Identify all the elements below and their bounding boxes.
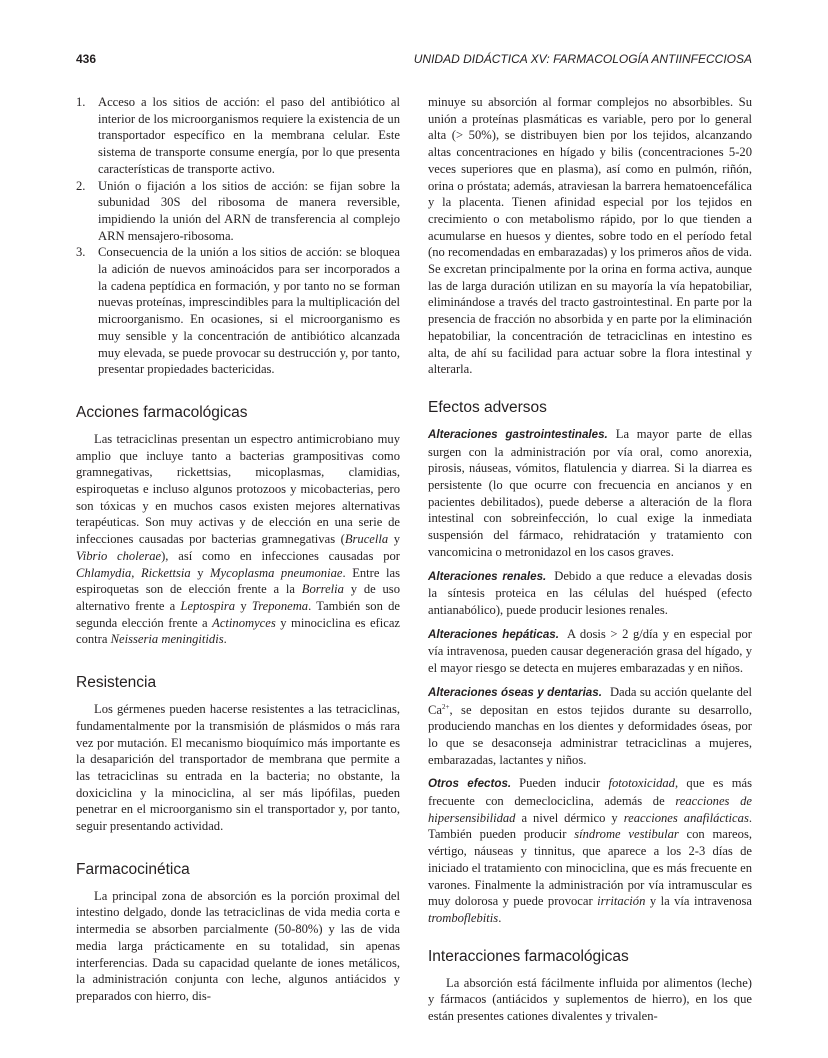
gastro-paragraph: Alteraciones gastrointestinales. La mayor parte de ellas surgen con la administración por vía oral, como anorexia, pirosis, náuseas, vómitos, flatulencia y diarrea. Si la diarrea es persistente (lo que ocurre con frecuencia en ancianos y en pacientes debilitados), puede deberse a alteración de la flora intestinal con sobreinfección, lo cual exige la inmediata suspensión del fármaco, rehidratación y tratamiento con vancomicina o metronidazol en los casos graves. bbox=[428, 426, 752, 559]
oseas-paragraph: Alteraciones óseas y dentarias. Dada su acción quelante del $Ca^{2+}$, se depositan en estos tejidos durante su desarrollo, produciendo manchas en los dientes y deformidades óseas, por lo que se desaconseja administrar tetraciclinas a mujeres, embarazadas, lactantes y niños. bbox=[428, 684, 752, 767]
otros-paragraph: Otros efectos. Pueden inducir fototoxicidad, que es más frecuente con demeclociclina, además de reacciones de hipersensibilidad a nivel dérmico y reacciones anafilácticas. También pueden producir síndrome vestibular con mareos, vértigo, náuseas y tinnitus, que aparece a los 2-3 días de iniciado el tratamiento con minociclina, que es más frecuente en varones. Finalmente la administración por vía intramuscular es muy dolorosa y puede provocar irritación y la vía intravenosa tromboflebitis. bbox=[428, 776, 752, 925]
list-item bbox=[76, 244, 400, 378]
section-heading-efectos: Efectos adversos bbox=[428, 398, 547, 416]
farmacocinetica-continuation: minuye su absorción al formar complejos no absorbibles. Su unión a proteínas plasmáticas es variable, pero por lo general alta (> 50%), se distribuyen bien por los tejidos, alcanzando altas concentraciones en hígado y bilis (concentraciones 5-20 veces superiores que en plasma), así como en pulmón, riñón, orina o próstata; además, atraviesan la barrera hematoencefálica y la placenta. Tienen afinidad especial por los tejidos en crecimiento o con metabolismo rápido, por lo que tienden a acumularse en huesos y dientes, sobre todo en el período fetal (no recomendadas en embarazadas) y los primeros años de vida. Se excretan principalmente por la orina en forma activa, aunque las de larga duración utilizan en su mayoría la vía hepatobiliar, eliminándose a través del tracto gastrointestinal. En parte por la presencia de fracción no absorbida y en parte por la eliminación hepatobiliar, la concentración de tetraciclinas en intestino es alta, de ahí su facilidad para actuar sobre la flora intestinal y alterarla. bbox=[428, 95, 752, 377]
acciones-paragraph: Las tetraciclinas presentan un espectro antimicrobiano muy amplio que incluye tanto a bacterias grampositivas como gramnegativas, rickettsias, micoplasmas, clamidias, espiroquetas e incluso algunos protozoos y micobacterias, pero son tóxicas y en muchos casos existen mejores alternativas terapéuticas. Son muy activas y de elección en una serie de infecciones causadas por bacterias gramnegativas (Brucella y Vibrio cholerae), así como en infecciones causadas por Chlamydia, Rickettsia y Mycoplasma pneumoniae. Entre las espiroquetas son de elección frente a la Borrelia y de uso alternativo frente a Leptospira y Treponema. También son de segunda elección frente a Actinomyces y minociclina es eficaz contra Neisseria meningitidis. bbox=[76, 431, 401, 647]
list-text: Consecuencia de la unión a los sitios de acción: se bloquea la adición de nuevos aminoácidos para ser incorporados a la cadena peptídica en formación, y por tanto no se forman nuevas proteínas, imprescindibles para la multiplicación del microorganismo. En ocasiones, si el microorganismo es muy sensible y la concentración de antibiótico alcanzada muy elevada, se puede provocar su destrucción y, por tanto, presentar propiedades bactericidas. bbox=[98, 245, 400, 377]
page-number: 436 bbox=[76, 52, 97, 66]
list-number: 3. bbox=[76, 245, 86, 260]
hepatic-paragraph: Alteraciones hepáticas. A dosis > 2 g/día y en especial por vía intravenosa, pueden causar degeneración grasa del hígado, y el mayor riesgo se detecta en mujeres embarazadas y en niños. bbox=[428, 626, 752, 676]
resistencia-paragraph: Los gérmenes pueden hacerse resistentes a las tetraciclinas, fundamentalmente por la transmisión de plásmidos o más rara vez por mutación. El mecanismo bioquímico más importante es la desaparición del transportador de membrana que permite a las tetraciclinas su entrada en la bacteria; no obstante, la doxiciclina y la minociclina, al ser más lipófilas, pueden penetrar en el microorganismo sin el transportador y, por tanto, seguir presentando actividad. bbox=[76, 702, 400, 834]
list-text: Acceso a los sitios de acción: el paso del antibiótico al interior de los microorganismos requiere la existencia de un transportador específico en la membrana celular. Este sistema de transporte consume energía, por lo que presenta características de transporte activo. bbox=[98, 95, 400, 176]
list-number: 2. bbox=[76, 178, 86, 193]
list-number: 1. bbox=[76, 95, 86, 109]
page-header bbox=[76, 52, 752, 70]
right-column bbox=[428, 94, 752, 1025]
list-item bbox=[76, 94, 400, 178]
section-heading-resistencia: Resistencia bbox=[76, 674, 157, 692]
runin-heading: Alteraciones óseas y dentarias. bbox=[428, 685, 602, 699]
left-column bbox=[76, 94, 400, 1005]
farmacocinetica-paragraph: La principal zona de absorción es la porción proximal del intestino delgado, donde las tetraciclinas de vida media corta e intermedia se absorben parcialmente (50-80%) y las de vida media larga prácticamente en su totalidad, sin apenas interferencias. Dada su capacidad quelante de iones metálicos, la administración conjunta con leche, algunos antiácidos y preparados con hierro, dis- bbox=[76, 888, 400, 1003]
runin-heading: Alteraciones hepáticas. bbox=[428, 627, 559, 641]
list-text: Unión o fijación a los sitios de acción: se fijan sobre la subunidad 30S del ribosoma de manera reversible, impidiendo la unión del ARN de transferencia al complejo ARN mensajero-ribosoma. bbox=[98, 178, 400, 243]
runin-heading: Alteraciones renales. bbox=[428, 569, 547, 583]
section-heading-acciones: Acciones farmacológicas bbox=[76, 403, 248, 421]
interacciones-paragraph: La absorción está fácilmente influida por alimentos (leche) y fármacos (antiácidos y suplementos de hierro), en los que están presentes cationes divalentes y trivalen- bbox=[428, 975, 752, 1024]
running-title: UNIDAD DIDÁCTICA XV: FARMACOLOGÍA ANTIINFECCIOSA bbox=[413, 52, 752, 66]
runin-heading: Alteraciones gastrointestinales. bbox=[428, 427, 608, 441]
section-heading-interacciones: Interacciones farmacológicas bbox=[428, 947, 629, 965]
section-heading-farmacocinetica: Farmacocinética bbox=[76, 860, 190, 878]
renal-paragraph: Alteraciones renales. Debido a que reduce a elevadas dosis la síntesis proteica en las células del huésped (efecto antianabólico), puede producir lesiones renales. bbox=[428, 568, 752, 617]
list-item bbox=[76, 178, 400, 245]
runin-heading: Otros efectos. bbox=[428, 777, 512, 791]
mechanism-steps-list bbox=[76, 94, 400, 378]
